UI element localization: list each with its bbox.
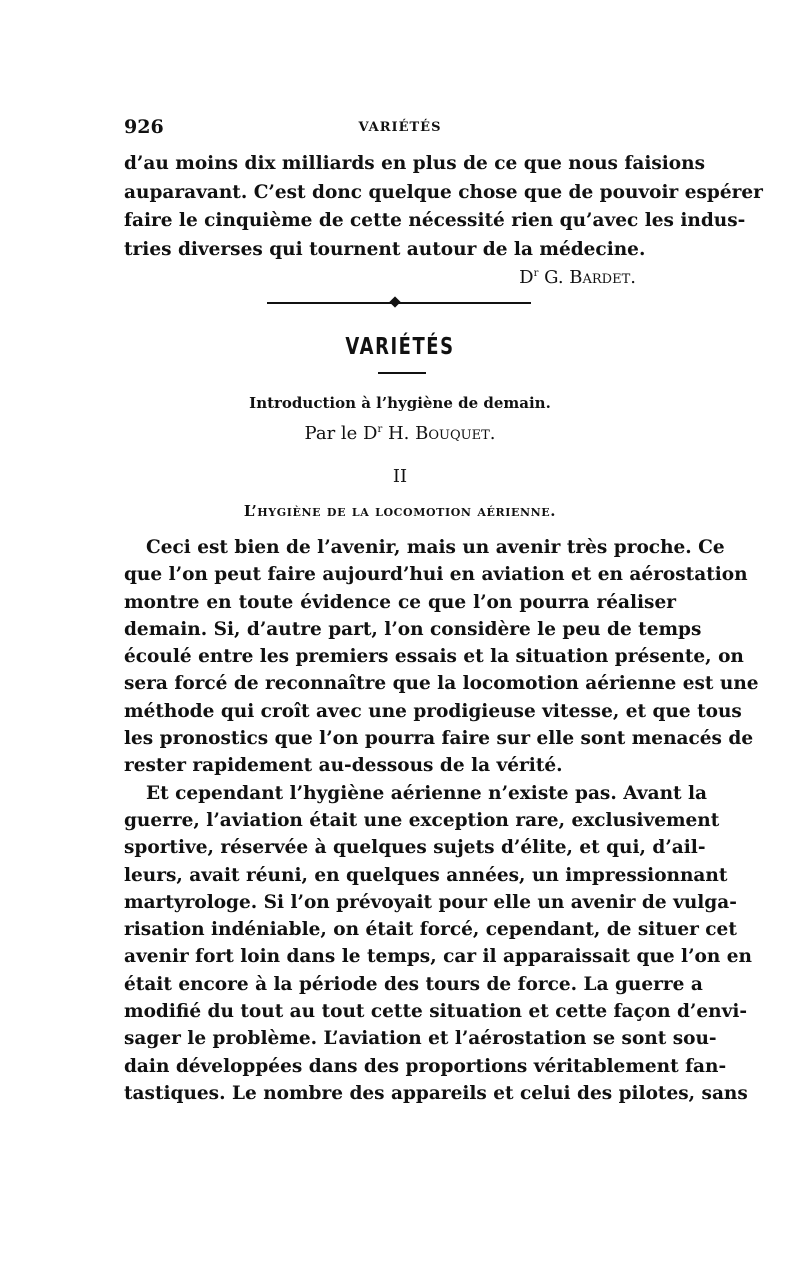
text-line: était encore à la période des tours de force. La guerre a bbox=[124, 973, 703, 995]
diamond-ornament-icon bbox=[389, 296, 400, 307]
ornamental-separator bbox=[267, 297, 531, 309]
text-line: risation indéniable, on était forcé, cependant, de situer cet bbox=[124, 919, 737, 941]
article-body bbox=[124, 534, 759, 1107]
text-line: sera forcé de reconnaître que la locomotion aérienne est une bbox=[124, 673, 759, 695]
signature-name: Bardet. bbox=[569, 267, 636, 289]
text-line: montre en toute évidence ce que l’on pourra réaliser bbox=[124, 591, 676, 613]
text-line: les pronostics que l’on pourra faire sur elle sont menacés de bbox=[124, 728, 754, 750]
text-line: faire le cinquième de cette nécessité rien qu’avec les indus- bbox=[124, 210, 746, 232]
text-line: demain. Si, d’autre part, l’on considère le peu de temps bbox=[124, 618, 702, 640]
previous-article-ending bbox=[124, 150, 763, 292]
text-line: sportive, réservée à quelques sujets d’élite, et qui, d’ail- bbox=[124, 837, 706, 859]
text-line: auparavant. C’est donc quelque chose que de pouvoir espérer bbox=[124, 181, 763, 203]
text-line: rester rapidement au-dessous de la vérité. bbox=[124, 755, 563, 777]
section-title: VARIÉTÉS bbox=[345, 334, 455, 360]
text-line: d’au moins dix milliards en plus de ce que nous faisions bbox=[124, 153, 706, 174]
chapter-heading: L’hygiène de la locomotion aérienne. bbox=[243, 502, 557, 520]
author-prefix-sup: r bbox=[377, 424, 383, 435]
article-subtitle: Introduction à l’hygiène de demain. bbox=[249, 394, 551, 412]
text-line: méthode qui croît avec une prodigieuse vitesse, et que tous bbox=[124, 700, 742, 722]
signature-initial: G. bbox=[538, 267, 570, 289]
part-number: II bbox=[392, 466, 408, 487]
text-line: leurs, avait réuni, en quelques années, un impressionnant bbox=[124, 864, 728, 886]
author-initial: H. bbox=[382, 423, 416, 444]
author-name: Bouquet. bbox=[415, 423, 496, 444]
text-line: écoulé entre les premiers essais et la situation présente, on bbox=[124, 646, 744, 668]
text-line: Ceci est bien de l’avenir, mais un avenir très proche. Ce bbox=[146, 537, 725, 558]
text-line: que l’on peut faire aujourd’hui en aviation et en aérostation bbox=[124, 564, 748, 586]
text-line: guerre, l’aviation était une exception rare, exclusivement bbox=[124, 809, 720, 831]
signature-prefix: D bbox=[519, 267, 534, 289]
text-line: tastiques. Le nombre des appareils et celui des pilotes, sans bbox=[124, 1082, 748, 1104]
author-signature bbox=[124, 264, 676, 292]
page-number: 926 bbox=[124, 116, 164, 138]
text-line: Et cependant l’hygiène aérienne n’existe pas. Avant la bbox=[146, 782, 708, 804]
author-prefix: Par le D bbox=[304, 423, 378, 444]
text-line: tries diverses qui tournent autour de la médecine. bbox=[124, 238, 646, 260]
text-line: modifié du tout au tout cette situation et cette façon d’envi- bbox=[124, 1001, 748, 1023]
text-line: sager le problème. L’aviation et l’aérostation se sont sou- bbox=[124, 1028, 717, 1050]
text-line: dain développées dans des proportions véritablement fan- bbox=[124, 1055, 727, 1077]
signature-prefix-sup: r bbox=[533, 268, 539, 280]
running-title: VARIÉTÉS bbox=[358, 120, 442, 135]
section-title-rule bbox=[378, 372, 426, 374]
article-author bbox=[0, 423, 800, 444]
running-head bbox=[124, 116, 676, 142]
text-line: avenir fort loin dans le temps, car il apparaissait que l’on en bbox=[124, 946, 752, 968]
text-line: martyrologe. Si l’on prévoyait pour elle un avenir de vulga- bbox=[124, 891, 737, 913]
